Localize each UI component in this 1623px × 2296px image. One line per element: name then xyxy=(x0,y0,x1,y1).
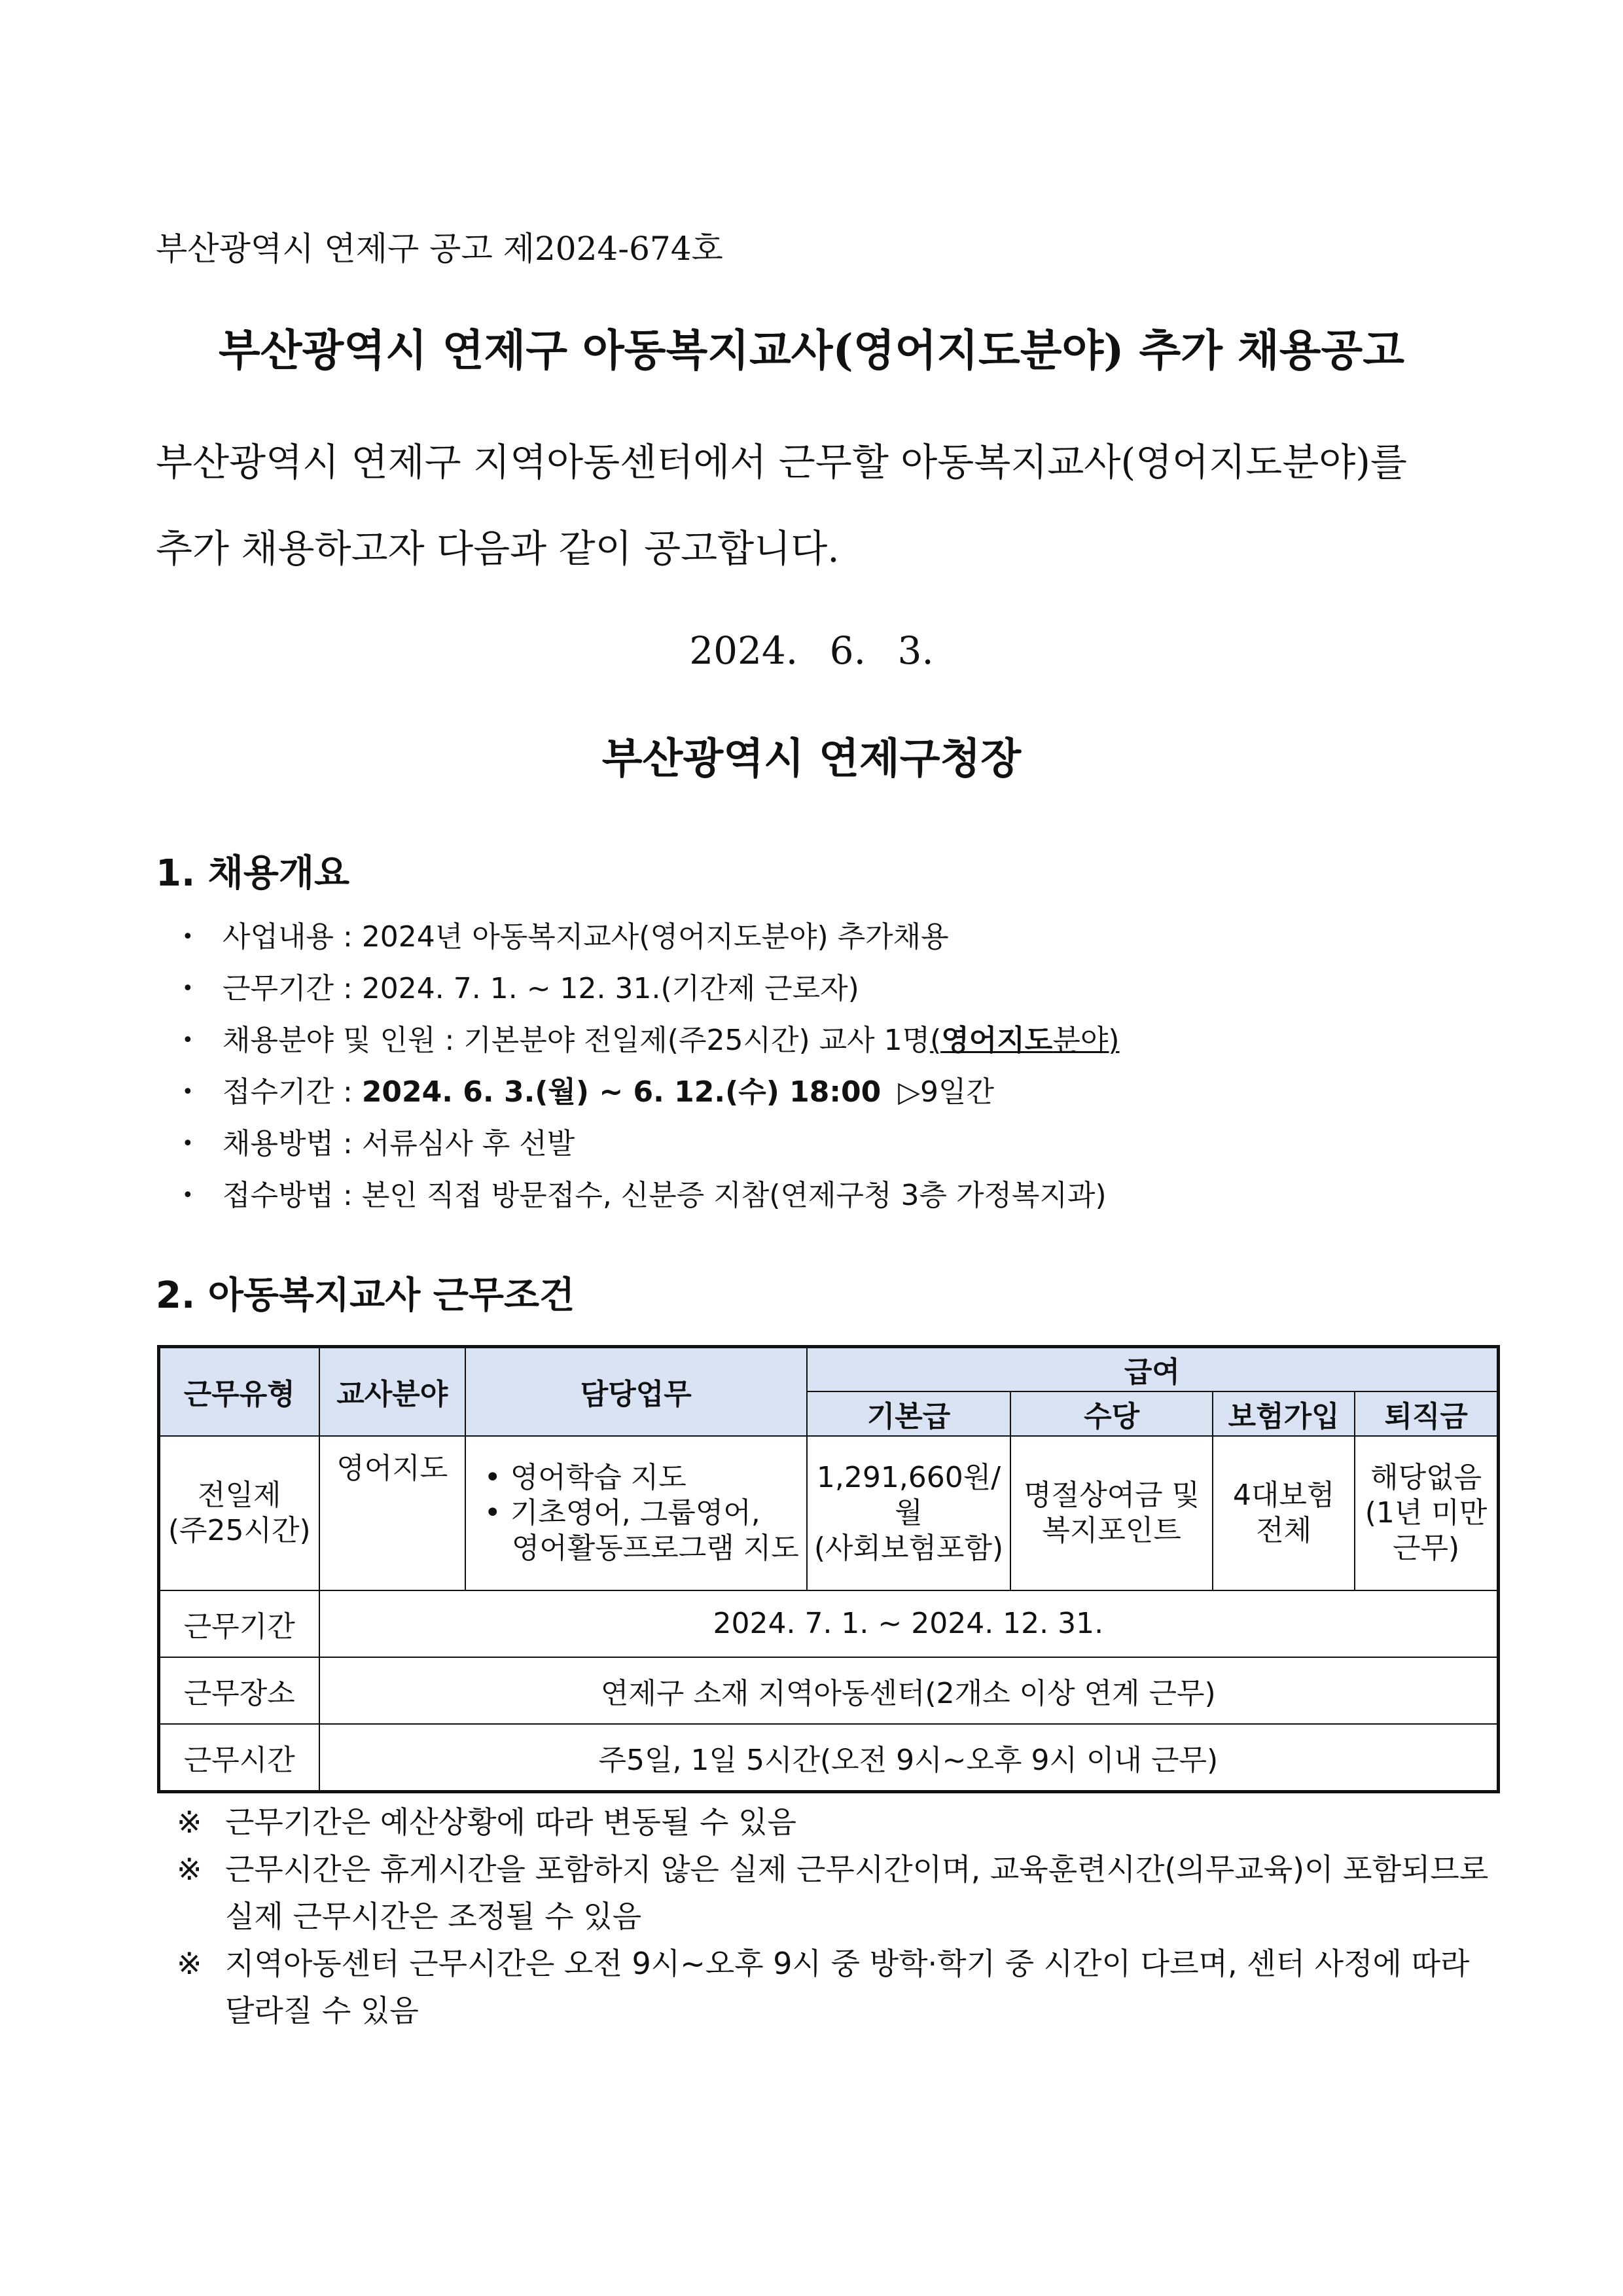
intro-paragraph xyxy=(156,419,1504,592)
item-label: 근무기간 : xyxy=(223,972,362,1005)
note-text: 지역아동센터 근무시간은 오전 9시~오후 9시 중 방학·학기 중 시간이 다르며, 센터 사정에 따라 xyxy=(225,1946,1470,1981)
reference-mark-icon: ※ xyxy=(177,1852,202,1887)
header-insurance: 보험가입 xyxy=(1213,1391,1355,1436)
item-extra: ▷9일간 xyxy=(898,1075,995,1109)
table-row-place xyxy=(159,1657,1499,1724)
list-item xyxy=(182,911,1120,963)
bullet-icon: • xyxy=(182,1132,194,1155)
bullet-icon: • xyxy=(182,977,194,1000)
header-pay: 급여 xyxy=(807,1347,1499,1391)
header-allowance: 수당 xyxy=(1010,1391,1213,1436)
item-value: 2024. 6. 3.(월) ~ 6. 12.(수) 18:00 xyxy=(361,1075,882,1109)
item-label: 접수방법 : xyxy=(223,1179,362,1212)
item-field-emphasis: 영어지도 xyxy=(941,1024,1053,1057)
reference-mark-icon: ※ xyxy=(177,1804,202,1840)
item-label: 채용방법 : xyxy=(223,1127,362,1160)
item-field-paren: ( xyxy=(930,1024,942,1057)
table-row-period xyxy=(159,1590,1499,1657)
bullet-icon: • xyxy=(182,1081,194,1103)
cell-work-type: 전일제 (주25시간) xyxy=(159,1436,319,1590)
list-item xyxy=(182,1170,1120,1221)
item-value: 기본분야 전일제(주25시간) 교사 1명 xyxy=(463,1024,931,1057)
cell-hours-value: 주5일, 1일 5시간(오전 9시~오후 9시 이내 근무) xyxy=(319,1724,1499,1792)
cell-severance: 해당없음 (1년 미만 근무) xyxy=(1355,1436,1498,1590)
bullet-icon: • xyxy=(182,1029,194,1052)
bullet-icon: • xyxy=(182,925,194,948)
cell-period-label: 근무기간 xyxy=(159,1590,319,1657)
intro-line-1: 부산광역시 연제구 지역아동센터에서 근무할 아동복지교사(영어지도분야)를 xyxy=(156,440,1407,484)
header-severance: 퇴직금 xyxy=(1355,1391,1498,1436)
notice-number: 부산광역시 연제구 공고 제2024-674호 xyxy=(156,230,723,268)
header-base-pay: 기본급 xyxy=(807,1391,1011,1436)
note-item xyxy=(177,1846,1512,1940)
item-value: 2024. 7. 1. ~ 12. 31.(기간제 근로자) xyxy=(361,972,859,1005)
page-title: 부산광역시 연제구 아동복지교사(영어지도분야) 추가 채용공고 xyxy=(218,325,1405,376)
item-value: 2024년 아동복지교사(영어지도분야) 추가채용 xyxy=(361,920,949,954)
reference-mark-icon: ※ xyxy=(177,1946,202,1981)
list-item xyxy=(182,1118,1120,1170)
cell-allowance: 명절상여금 및 복지포인트 xyxy=(1010,1436,1213,1590)
note-item xyxy=(177,1799,1512,1846)
section-2-heading: 2. 아동복지교사 근무조건 xyxy=(156,1274,575,1317)
issuer-name: 부산광역시 연제구청장 xyxy=(601,734,1022,783)
header-teacher-field: 교사분야 xyxy=(319,1347,465,1436)
item-value: 서류심사 후 선발 xyxy=(361,1127,575,1160)
bullet-icon: • xyxy=(182,1184,194,1207)
note-text-continued: 실제 근무시간은 조정될 수 있음 xyxy=(225,1899,642,1934)
header-work-type: 근무유형 xyxy=(159,1347,319,1436)
table-row xyxy=(159,1436,1499,1590)
note-item xyxy=(177,1940,1512,2034)
intro-line-2: 추가 채용하고자 다음과 같이 공고합니다. xyxy=(156,526,840,571)
table-row-hours xyxy=(159,1724,1499,1792)
list-item xyxy=(182,1014,1120,1066)
header-duties: 담당업무 xyxy=(465,1347,807,1436)
item-label: 사업내용 : xyxy=(223,920,362,954)
item-label: 채용분야 및 인원 : xyxy=(223,1024,464,1057)
item-label: 접수기간 : xyxy=(223,1075,362,1109)
item-value: 본인 직접 방문접수, 신분증 지참(연제구청 3층 가정복지과) xyxy=(361,1179,1107,1212)
cell-place-value: 연제구 소재 지역아동센터(2개소 이상 연계 근무) xyxy=(319,1657,1499,1724)
cell-hours-label: 근무시간 xyxy=(159,1724,319,1792)
note-text: 근무시간은 휴게시간을 포함하지 않은 실제 근무시간이며, 교육훈련시간(의무교육)이 포함되므로 xyxy=(225,1852,1489,1887)
work-conditions-table xyxy=(157,1345,1500,1793)
cell-base-pay: 1,291,660원/월 (사회보험포함) xyxy=(807,1436,1011,1590)
overview-list xyxy=(182,911,1120,1221)
list-item xyxy=(182,1066,1120,1118)
section-1-heading: 1. 채용개요 xyxy=(156,852,350,895)
table-header-row xyxy=(159,1347,1499,1391)
note-text-continued: 달라질 수 있음 xyxy=(225,1993,419,2028)
cell-insurance: 4대보험 전체 xyxy=(1213,1436,1355,1590)
note-text: 근무기간은 예산상황에 따라 변동될 수 있음 xyxy=(225,1804,796,1840)
list-item xyxy=(182,963,1120,1014)
item-field-rest: 분야) xyxy=(1052,1024,1120,1057)
cell-teacher-field: 영어지도 xyxy=(319,1436,465,1590)
cell-duties: • 영어학습 지도 • 기초영어, 그룹영어, 영어활동프로그램 지도 xyxy=(465,1436,807,1590)
announcement-date: 2024. 6. 3. xyxy=(689,628,934,673)
cell-place-label: 근무장소 xyxy=(159,1657,319,1724)
notes-list xyxy=(177,1799,1512,2034)
cell-period-value: 2024. 7. 1. ~ 2024. 12. 31. xyxy=(319,1590,1499,1657)
